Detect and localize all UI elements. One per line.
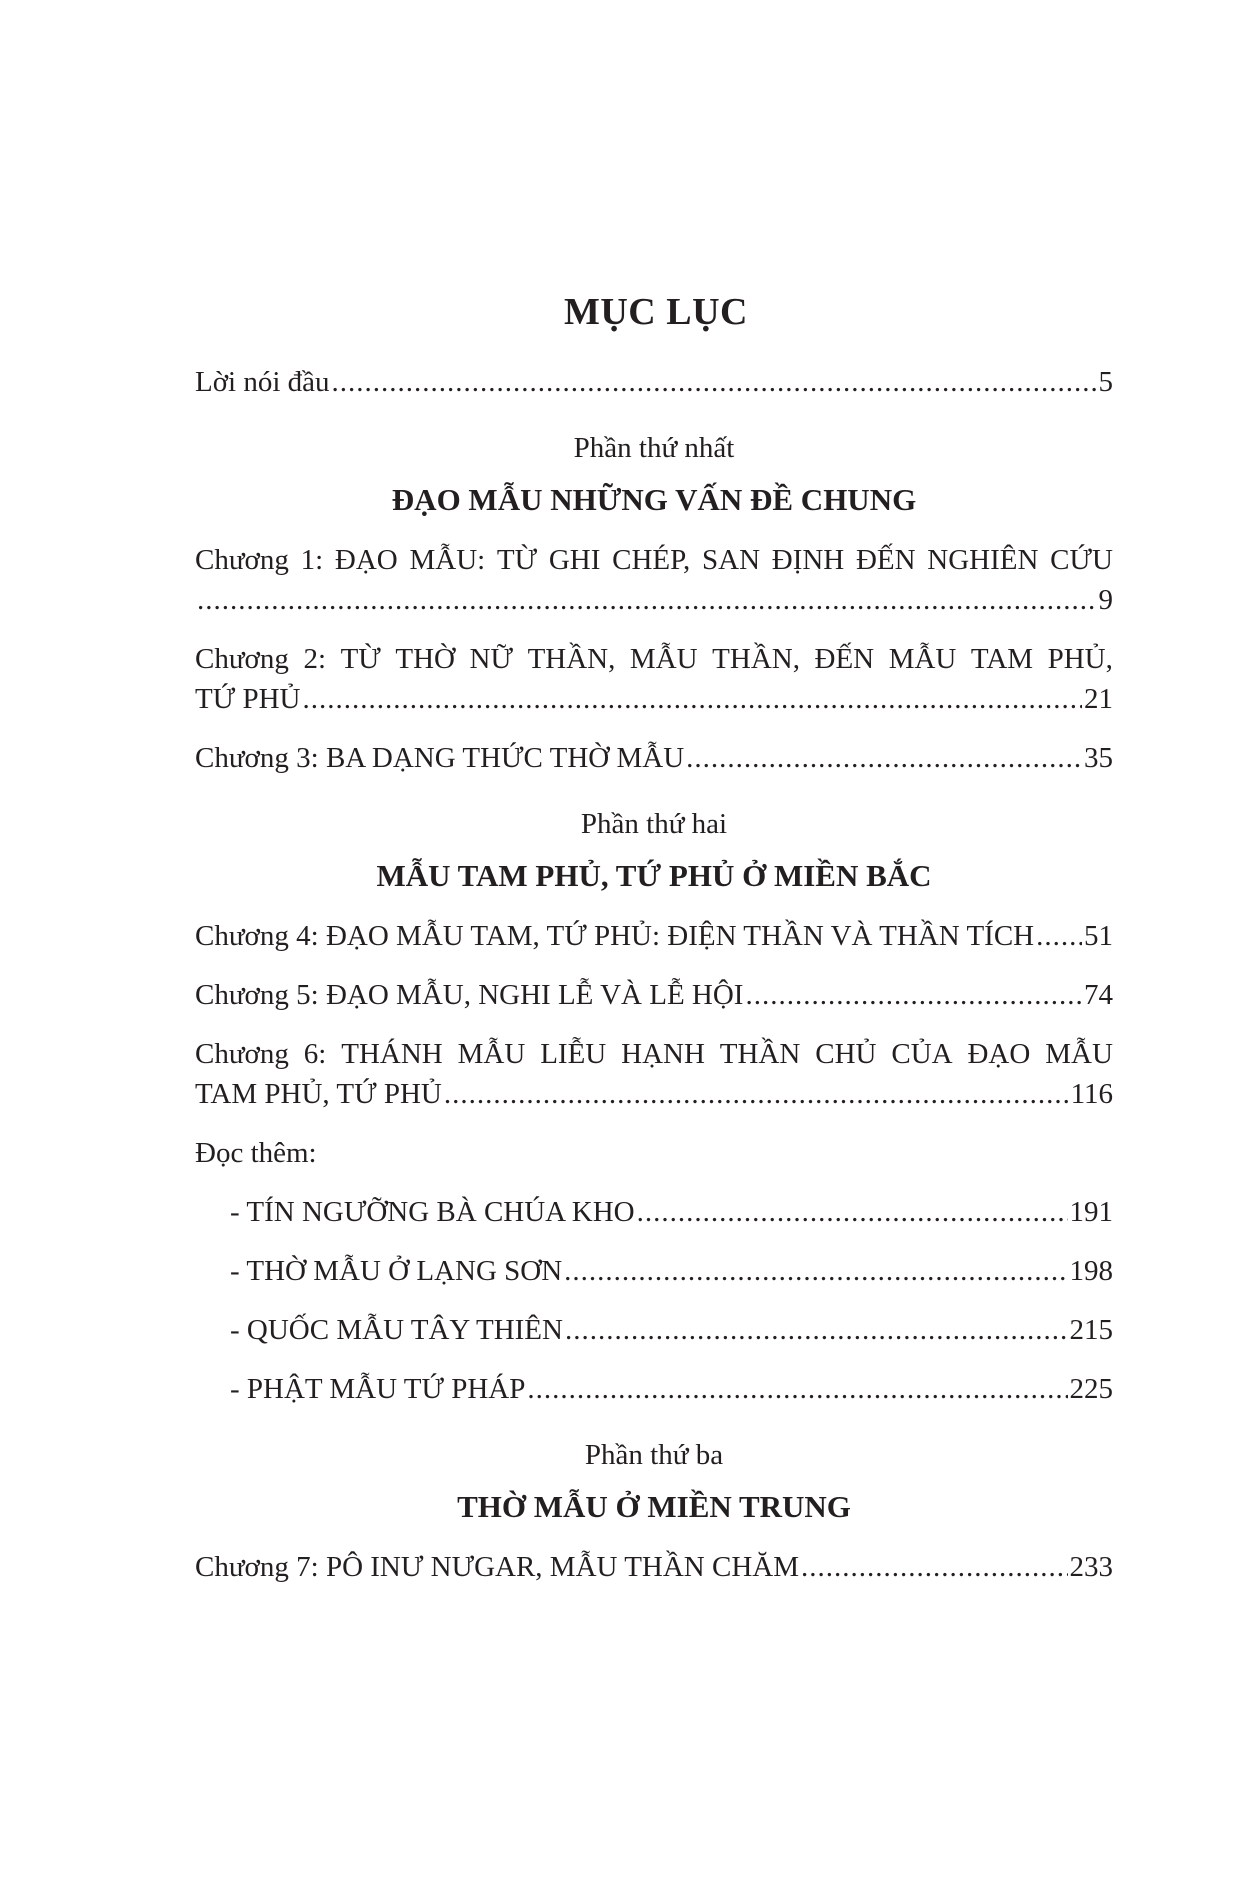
entry-label: - THỜ MẪU Ở LẠNG SƠN bbox=[230, 1251, 562, 1291]
dot-leader bbox=[527, 1369, 1067, 1409]
dot-leader bbox=[302, 679, 1082, 719]
dot-leader bbox=[1036, 916, 1082, 956]
dot-leader bbox=[801, 1547, 1067, 1587]
toc-entry-chapter-3 bbox=[195, 738, 1113, 778]
toc-entry-chapter-5 bbox=[195, 975, 1113, 1015]
table-of-contents bbox=[195, 290, 1113, 1606]
entry-label: Chương 5: ĐẠO MẪU, NGHI LỄ VÀ LỄ HỘI bbox=[195, 979, 744, 1011]
part-title: MẪU TAM PHỦ, TỨ PHỦ Ở MIỀN BẮC bbox=[376, 858, 932, 893]
part-label: Phần thứ hai bbox=[580, 808, 728, 840]
toc-entry-chapter-4 bbox=[195, 916, 1113, 956]
entry-label: Chương 6: THÁNH MẪU LIỄU HẠNH THẦN CHỦ CỦA ĐẠO MẪU bbox=[195, 1038, 1113, 1070]
entry-page: 35 bbox=[1084, 742, 1113, 774]
entry-page: 198 bbox=[1069, 1255, 1113, 1287]
toc-entry-chapter-1 bbox=[195, 540, 1113, 620]
entry-page: 74 bbox=[1084, 979, 1113, 1011]
entry-label: - QUỐC MẪU TÂY THIÊN bbox=[230, 1310, 563, 1350]
entry-page: 116 bbox=[1070, 1078, 1113, 1110]
dot-leader bbox=[197, 580, 1097, 620]
entry-label: - TÍN NGƯỠNG BÀ CHÚA KHO bbox=[230, 1192, 635, 1232]
toc-entry-chapter-7 bbox=[195, 1547, 1113, 1587]
entry-label: - PHẬT MẪU TỨ PHÁP bbox=[230, 1369, 525, 1409]
entry-page: 233 bbox=[1069, 1551, 1113, 1583]
entry-label: Chương 7: PÔ INƯ NƯGAR, MẪU THẦN CHĂM bbox=[195, 1551, 800, 1583]
entry-label: Chương 1: ĐẠO MẪU: TỪ GHI CHÉP, SAN ĐỊNH ĐẾN NGHIÊN CỨU bbox=[195, 544, 1113, 576]
part-label: Phần thứ nhất bbox=[573, 432, 735, 464]
dot-leader bbox=[565, 1310, 1068, 1350]
dot-leader bbox=[332, 362, 1097, 402]
page-title: MỤC LỤC bbox=[564, 291, 748, 333]
part-title: ĐẠO MẪU NHỮNG VẤN ĐỀ CHUNG bbox=[391, 482, 917, 517]
entry-label: Chương 3: BA DẠNG THỨC THỜ MẪU bbox=[195, 742, 685, 774]
entry-page: 215 bbox=[1069, 1314, 1113, 1346]
entry-label: Lời nói đầu bbox=[195, 366, 330, 398]
dot-leader bbox=[745, 975, 1082, 1015]
entry-page: 5 bbox=[1098, 366, 1113, 398]
dot-leader bbox=[686, 738, 1082, 778]
entry-page: 225 bbox=[1069, 1373, 1113, 1405]
further-reading-label: Đọc thêm: bbox=[195, 1137, 317, 1169]
toc-entry-chapter-2: Chương 2: TỪ THỜ NỮ THẦN, MẪU THẦN, ĐẾN MẪU TAM PHỦ, TỨ PHỦ ..... 21 bbox=[195, 639, 1113, 719]
part-label: Phần thứ ba bbox=[584, 1439, 724, 1471]
part-title: THỜ MẪU Ở MIỀN TRUNG bbox=[457, 1489, 851, 1524]
toc-entry-reading bbox=[195, 1192, 1113, 1232]
toc-entry-reading bbox=[195, 1251, 1113, 1291]
entry-page: 191 bbox=[1069, 1196, 1113, 1228]
toc-entry-intro bbox=[195, 362, 1113, 402]
toc-entry-reading bbox=[195, 1369, 1113, 1409]
toc-entry-chapter-6: Chương 6: THÁNH MẪU LIỄU HẠNH THẦN CHỦ CỦA ĐẠO MẪU TAM PHỦ, TỨ PHỦ ..... 116 bbox=[195, 1034, 1113, 1114]
dot-leader bbox=[564, 1251, 1067, 1291]
toc-entry-reading bbox=[195, 1310, 1113, 1350]
dot-leader bbox=[444, 1074, 1069, 1114]
entry-page: 9 bbox=[1098, 584, 1113, 616]
entry-label: Chương 2: TỪ THỜ NỮ THẦN, MẪU THẦN, ĐẾN MẪU TAM PHỦ, bbox=[195, 643, 1113, 675]
entry-label: Chương 4: ĐẠO MẪU TAM, TỨ PHỦ: ĐIỆN THẦN VÀ THẦN TÍCH bbox=[195, 920, 1035, 952]
entry-page: 51 bbox=[1084, 920, 1113, 952]
dot-leader bbox=[637, 1192, 1068, 1232]
entry-page: 21 bbox=[1084, 683, 1113, 715]
